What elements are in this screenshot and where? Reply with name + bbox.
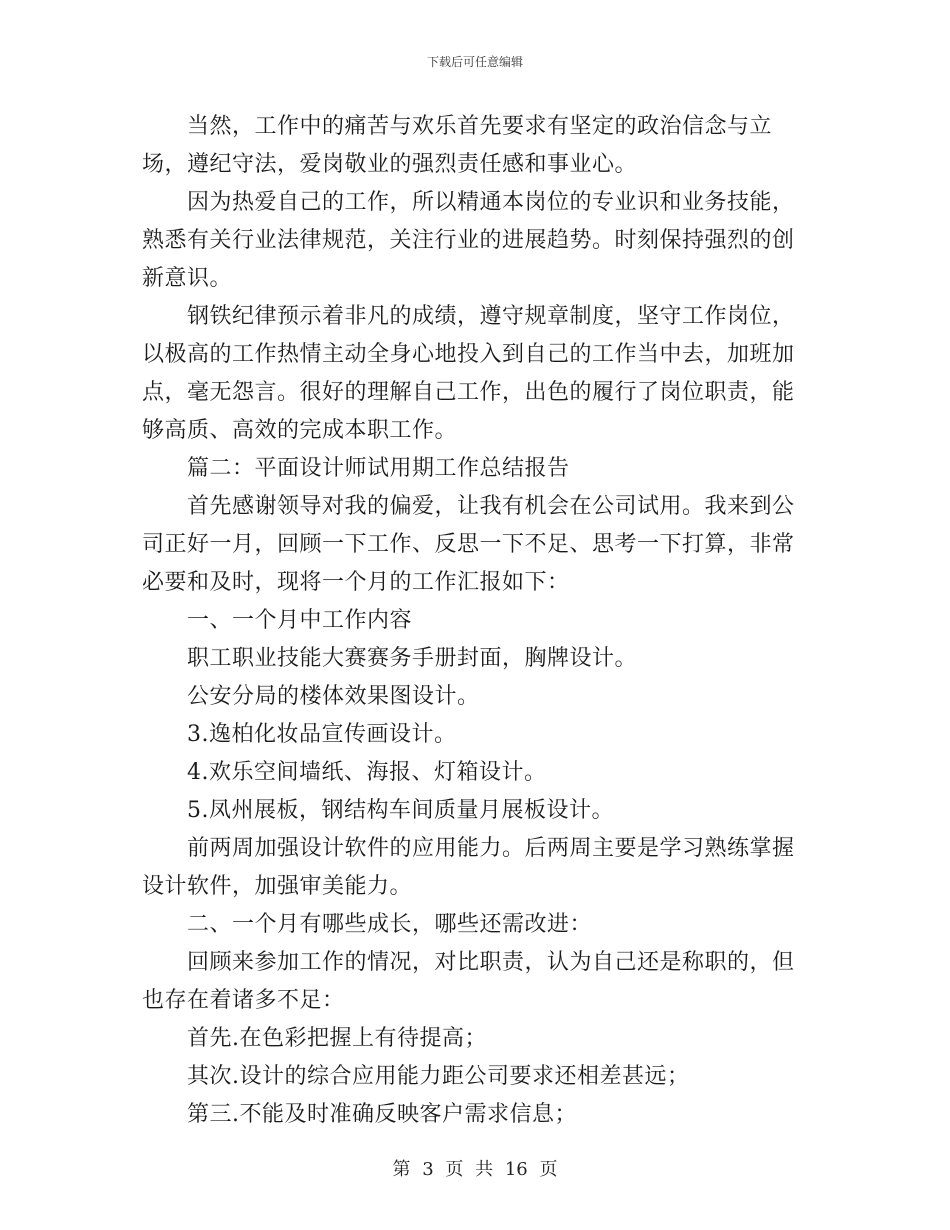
list-item: 职工职业技能大赛赛务手册封面，胸牌设计。 xyxy=(187,646,638,671)
subsection-heading: 二、一个月有哪些成长，哪些还需改进： xyxy=(187,912,593,937)
paragraph: 因为热爱自己的工作，所以精通本岗位的专业识和业务技能，熟悉有关行业法律规范，关注行业的进展趋势。时刻保持强烈的创新意识。 xyxy=(142,190,795,291)
paragraph: 前两周加强设计软件的应用能力。后两周主要是学习熟练掌握设计软件，加强审美能力。 xyxy=(142,836,795,899)
paragraph: 当然，工作中的痛苦与欢乐首先要求有坚定的政治信念与立场，遵纪守法，爱岗敬业的强烈责任感和事业心。 xyxy=(142,114,773,177)
list-item: 4.欢乐空间墙纸、海报、灯箱设计。 xyxy=(187,760,547,785)
list-item: 3.逸柏化妆品宣传画设计。 xyxy=(187,722,457,747)
list-item: 首先.在色彩把握上有待提高； xyxy=(187,1026,487,1051)
paragraph: 回顾来参加工作的情况，对比职责，认为自己还是称职的，但也存在着诸多不足： xyxy=(142,950,795,1013)
page-footer: 第 3 页 共 16 页 xyxy=(392,1159,558,1180)
section-heading: 篇二：平面设计师试用期工作总结报告 xyxy=(187,456,570,481)
list-item: 第三.不能及时准确反映客户需求信息； xyxy=(187,1102,577,1127)
page-header: 下载后可任意编辑 xyxy=(426,55,523,69)
paragraph: 钢铁纪律预示着非凡的成绩，遵守规章制度，坚守工作岗位，以极高的工作热情主动全身心地投入到自己的工作当中去，加班加点，毫无怨言。很好的理解自己工作，出色的履行了岗位职责，能够高质、高效的完成本职工作。 xyxy=(142,304,795,443)
list-item: 其次.设计的综合应用能力距公司要求还相差甚远； xyxy=(187,1064,690,1089)
list-item: 公安分局的楼体效果图设计。 xyxy=(187,684,480,709)
document-body xyxy=(142,108,802,1134)
paragraph: 首先感谢领导对我的偏爱，让我有机会在公司试用。我来到公司正好一月，回顾一下工作、反思一下不足、思考一下打算，非常必要和及时，现将一个月的工作汇报如下： xyxy=(142,494,795,595)
subsection-heading: 一、一个月中工作内容 xyxy=(187,608,413,633)
list-item: 5.凤州展板，钢结构车间质量月展板设计。 xyxy=(187,798,614,823)
